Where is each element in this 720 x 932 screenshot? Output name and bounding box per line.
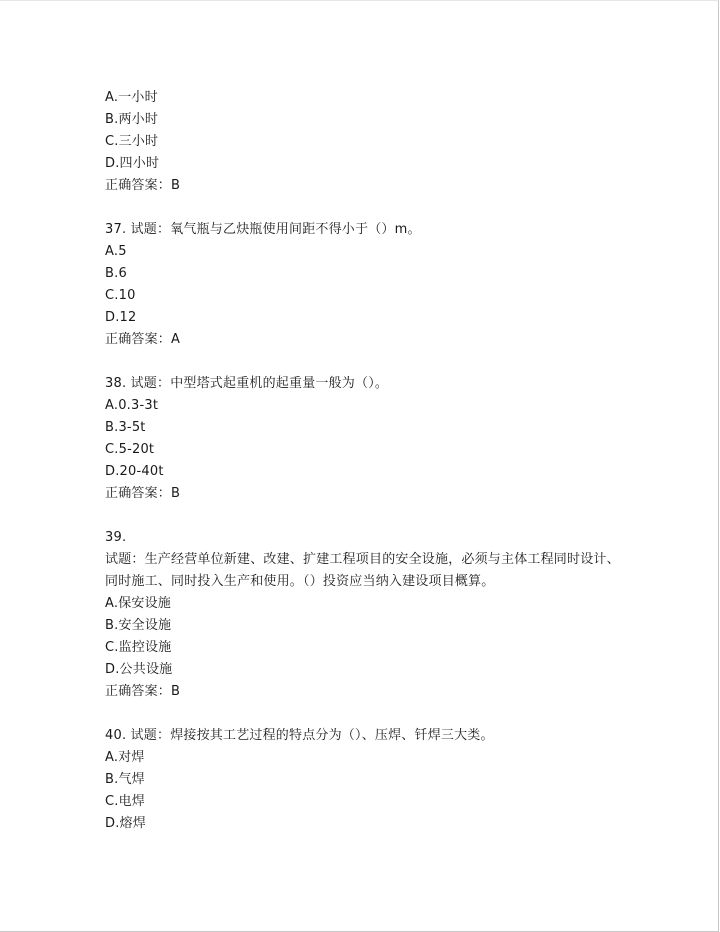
option-d: D.四小时 [105,156,160,171]
option-a: A.0.3-3t [105,398,159,413]
correct-answer: 正确答案：B [105,684,181,699]
question-text: 38. 试题：中型塔式起重机的起重量一般为（）。 [105,376,389,391]
question-number: 39. [105,530,127,545]
question-text: 40. 试题：焊接按其工艺过程的特点分为（）、压焊、钎焊三大类。 [105,728,494,743]
option-a: A.一小时 [105,90,158,105]
option-a: A.保安设施 [105,596,171,611]
correct-answer: 正确答案：B [105,486,181,501]
block-gap [105,197,625,219]
option-b: B.两小时 [105,112,159,127]
question-text: 37. 试题：氧气瓶与乙炔瓶使用间距不得小于（）m。 [105,222,421,237]
option-c: C.三小时 [105,134,159,149]
question-block-39 [105,527,625,703]
option-b: B.安全设施 [105,618,172,633]
question-block-36 [105,87,625,197]
block-gap [105,505,625,527]
option-c: C.10 [105,288,136,303]
option-c: C.5-20t [105,442,155,457]
question-text-line-1: 试题：生产经营单位新建、改建、扩建工程项目的安全设施，必须与主体工程同时设计、 [105,552,620,567]
block-gap [105,351,625,373]
option-b: B.6 [105,266,127,281]
question-block-38 [105,373,625,505]
question-block-37 [105,219,625,351]
option-d: D.公共设施 [105,662,173,677]
document-content [105,87,625,835]
option-a: A.对焊 [105,750,145,765]
option-d: D.12 [105,310,137,325]
question-text-line-2: 同时施工、同时投入生产和使用。（）投资应当纳入建设项目概算。 [105,574,495,589]
option-d: D.20-40t [105,464,164,479]
correct-answer: 正确答案：B [105,178,181,193]
option-a: A.5 [105,244,127,259]
block-gap [105,703,625,725]
correct-answer: 正确答案：A [105,332,181,347]
option-c: C.监控设施 [105,640,172,655]
option-b: B.气焊 [105,772,145,787]
option-c: C.电焊 [105,794,146,809]
question-block-40 [105,725,625,835]
option-b: B.3-5t [105,420,146,435]
option-d: D.熔焊 [105,816,146,831]
